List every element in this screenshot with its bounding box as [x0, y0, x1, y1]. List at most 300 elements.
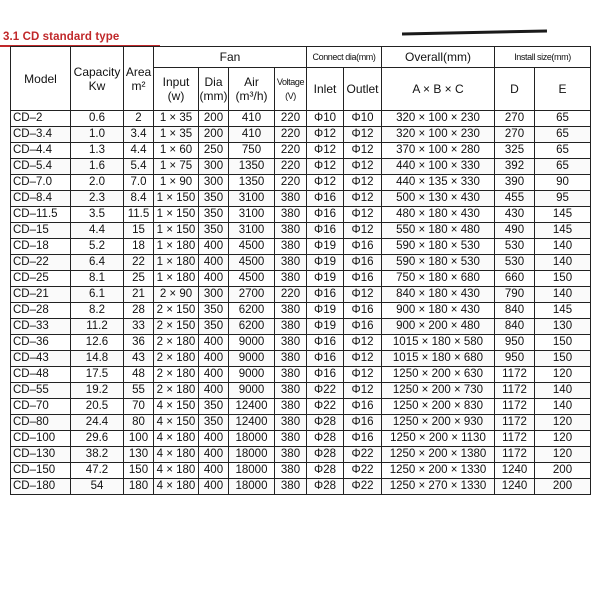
cell-outlet: Φ22: [344, 479, 382, 495]
header-install-size: Install size(mm): [495, 47, 591, 68]
cell-voltage: 220: [275, 287, 307, 303]
cell-overall: 440 × 135 × 330: [382, 175, 495, 191]
cell-outlet: Φ22: [344, 463, 382, 479]
cell-install-e: 65: [535, 143, 591, 159]
section-title: 3.1 CD standard type: [3, 31, 120, 43]
header-d: D: [495, 68, 535, 111]
cell-voltage: 380: [275, 447, 307, 463]
cell-input: 1 × 180: [154, 255, 199, 271]
cell-overall: 1250 × 200 × 1380: [382, 447, 495, 463]
cell-area: 36: [124, 335, 154, 351]
cell-dia: 400: [199, 255, 229, 271]
decorative-stroke: [402, 29, 547, 35]
cell-inlet: Φ28: [307, 447, 344, 463]
cell-install-e: 150: [535, 271, 591, 287]
cell-install-e: 130: [535, 319, 591, 335]
cell-overall: 500 × 130 × 430: [382, 191, 495, 207]
cell-capacity: 47.2: [71, 463, 124, 479]
cell-input: 4 × 150: [154, 415, 199, 431]
cell-install-e: 150: [535, 335, 591, 351]
cell-input: 1 × 180: [154, 271, 199, 287]
cell-inlet: Φ16: [307, 207, 344, 223]
cell-install-e: 120: [535, 431, 591, 447]
header-abc: A × B × C: [382, 68, 495, 111]
cell-install-e: 140: [535, 239, 591, 255]
cell-model: CD–3.4: [11, 127, 71, 143]
cell-capacity: 19.2: [71, 383, 124, 399]
cell-area: 4.4: [124, 143, 154, 159]
table-row: [11, 431, 591, 447]
cell-inlet: Φ12: [307, 143, 344, 159]
cell-install-e: 140: [535, 399, 591, 415]
cell-install-e: 120: [535, 415, 591, 431]
table-row: [11, 383, 591, 399]
cell-area: 100: [124, 431, 154, 447]
cell-voltage: 220: [275, 175, 307, 191]
cell-install-d: 950: [495, 335, 535, 351]
cell-inlet: Φ28: [307, 415, 344, 431]
cell-overall: 320 × 100 × 230: [382, 111, 495, 127]
cell-install-d: 950: [495, 351, 535, 367]
header-dia: Dia (mm): [199, 68, 229, 111]
cell-model: CD–43: [11, 351, 71, 367]
cell-air: 1350: [229, 175, 275, 191]
cell-area: 7.0: [124, 175, 154, 191]
cell-outlet: Φ12: [344, 383, 382, 399]
cell-outlet: Φ16: [344, 239, 382, 255]
cell-install-d: 1240: [495, 463, 535, 479]
cell-air: 3100: [229, 191, 275, 207]
table-row: [11, 447, 591, 463]
cell-overall: 1250 × 200 × 830: [382, 399, 495, 415]
cell-outlet: Φ16: [344, 255, 382, 271]
cell-voltage: 380: [275, 319, 307, 335]
cell-area: 11.5: [124, 207, 154, 223]
cell-install-e: 65: [535, 111, 591, 127]
cell-dia: 200: [199, 111, 229, 127]
cell-voltage: 380: [275, 351, 307, 367]
cell-voltage: 220: [275, 111, 307, 127]
cell-area: 8.4: [124, 191, 154, 207]
cell-input: 4 × 180: [154, 479, 199, 495]
cell-inlet: Φ12: [307, 127, 344, 143]
cell-input: 2 × 180: [154, 367, 199, 383]
cell-capacity: 17.5: [71, 367, 124, 383]
cell-inlet: Φ19: [307, 319, 344, 335]
cell-voltage: 380: [275, 479, 307, 495]
cell-capacity: 11.2: [71, 319, 124, 335]
cell-overall: 1250 × 200 × 730: [382, 383, 495, 399]
table-row: [11, 399, 591, 415]
table-row: [11, 319, 591, 335]
header-input: Input (w): [154, 68, 199, 111]
cell-model: CD–28: [11, 303, 71, 319]
cell-install-e: 145: [535, 303, 591, 319]
cell-install-d: 1172: [495, 367, 535, 383]
cell-input: 2 × 180: [154, 383, 199, 399]
cell-air: 4500: [229, 239, 275, 255]
cell-dia: 400: [199, 367, 229, 383]
header-model: Model: [11, 47, 71, 111]
cell-install-d: 1172: [495, 415, 535, 431]
cell-outlet: Φ12: [344, 127, 382, 143]
cell-capacity: 1.6: [71, 159, 124, 175]
cell-overall: 1250 × 270 × 1330: [382, 479, 495, 495]
cell-capacity: 12.6: [71, 335, 124, 351]
table-row: [11, 111, 591, 127]
cell-input: 1 × 35: [154, 111, 199, 127]
cell-install-d: 790: [495, 287, 535, 303]
cell-model: CD–33: [11, 319, 71, 335]
cell-install-d: 325: [495, 143, 535, 159]
table-row: [11, 191, 591, 207]
cell-input: 2 × 150: [154, 319, 199, 335]
cell-outlet: Φ16: [344, 399, 382, 415]
cell-overall: 440 × 100 × 330: [382, 159, 495, 175]
cell-overall: 900 × 180 × 430: [382, 303, 495, 319]
cell-capacity: 2.0: [71, 175, 124, 191]
cell-voltage: 380: [275, 207, 307, 223]
cell-install-d: 840: [495, 319, 535, 335]
cell-install-d: 390: [495, 175, 535, 191]
cell-air: 3100: [229, 207, 275, 223]
cell-dia: 350: [199, 415, 229, 431]
table-row: [11, 239, 591, 255]
cell-install-e: 65: [535, 159, 591, 175]
cell-voltage: 380: [275, 271, 307, 287]
cell-air: 6200: [229, 303, 275, 319]
cell-outlet: Φ12: [344, 159, 382, 175]
cell-overall: 1015 × 180 × 580: [382, 335, 495, 351]
cell-model: CD–4.4: [11, 143, 71, 159]
header-fan: Fan: [154, 47, 307, 68]
cell-air: 9000: [229, 367, 275, 383]
cell-inlet: Φ28: [307, 431, 344, 447]
cell-air: 410: [229, 127, 275, 143]
cell-overall: 1250 × 200 × 1130: [382, 431, 495, 447]
cell-inlet: Φ28: [307, 463, 344, 479]
cell-overall: 320 × 100 × 230: [382, 127, 495, 143]
cell-air: 9000: [229, 335, 275, 351]
cell-model: CD–130: [11, 447, 71, 463]
cell-model: CD–48: [11, 367, 71, 383]
cell-inlet: Φ19: [307, 303, 344, 319]
cell-input: 1 × 35: [154, 127, 199, 143]
cell-capacity: 2.3: [71, 191, 124, 207]
cell-install-e: 140: [535, 255, 591, 271]
table-row: [11, 127, 591, 143]
cell-voltage: 380: [275, 463, 307, 479]
cell-model: CD–55: [11, 383, 71, 399]
cell-inlet: Φ19: [307, 239, 344, 255]
cell-inlet: Φ19: [307, 271, 344, 287]
cell-input: 4 × 180: [154, 447, 199, 463]
cell-overall: 1015 × 180 × 680: [382, 351, 495, 367]
cell-area: 180: [124, 479, 154, 495]
cell-inlet: Φ16: [307, 367, 344, 383]
table-row: [11, 287, 591, 303]
cell-dia: 300: [199, 175, 229, 191]
cell-overall: 590 × 180 × 530: [382, 255, 495, 271]
cell-dia: 400: [199, 447, 229, 463]
cell-air: 12400: [229, 399, 275, 415]
cell-voltage: 380: [275, 415, 307, 431]
cell-air: 750: [229, 143, 275, 159]
cell-dia: 350: [199, 303, 229, 319]
header-air: Air (m³/h): [229, 68, 275, 111]
cell-install-d: 270: [495, 127, 535, 143]
cell-model: CD–150: [11, 463, 71, 479]
cell-install-d: 530: [495, 255, 535, 271]
cell-input: 2 × 180: [154, 351, 199, 367]
header-capacity: Capacity Kw: [71, 47, 124, 111]
cell-outlet: Φ16: [344, 319, 382, 335]
cell-install-d: 1240: [495, 479, 535, 495]
cell-dia: 400: [199, 463, 229, 479]
cell-input: 2 × 90: [154, 287, 199, 303]
cell-voltage: 380: [275, 383, 307, 399]
cell-install-d: 1172: [495, 399, 535, 415]
cell-model: CD–180: [11, 479, 71, 495]
cell-install-d: 840: [495, 303, 535, 319]
table-row: [11, 207, 591, 223]
cell-model: CD–18: [11, 239, 71, 255]
cell-dia: 400: [199, 431, 229, 447]
cell-outlet: Φ16: [344, 431, 382, 447]
cell-air: 6200: [229, 319, 275, 335]
table-row: [11, 159, 591, 175]
cell-capacity: 20.5: [71, 399, 124, 415]
cell-model: CD–2: [11, 111, 71, 127]
cell-install-e: 65: [535, 127, 591, 143]
cell-dia: 350: [199, 319, 229, 335]
cell-outlet: Φ12: [344, 175, 382, 191]
cell-capacity: 6.4: [71, 255, 124, 271]
cell-air: 18000: [229, 431, 275, 447]
cell-outlet: Φ12: [344, 335, 382, 351]
cell-dia: 400: [199, 271, 229, 287]
cell-capacity: 8.1: [71, 271, 124, 287]
cell-install-e: 140: [535, 383, 591, 399]
cell-inlet: Φ16: [307, 191, 344, 207]
cell-inlet: Φ28: [307, 479, 344, 495]
header-overall: Overall(mm): [382, 47, 495, 68]
cell-install-d: 270: [495, 111, 535, 127]
cell-dia: 200: [199, 127, 229, 143]
cell-voltage: 380: [275, 399, 307, 415]
cell-overall: 1250 × 200 × 930: [382, 415, 495, 431]
cell-voltage: 380: [275, 335, 307, 351]
cell-input: 2 × 150: [154, 303, 199, 319]
cell-area: 5.4: [124, 159, 154, 175]
table-row: [11, 271, 591, 287]
cell-air: 18000: [229, 463, 275, 479]
cell-install-e: 90: [535, 175, 591, 191]
table-row: [11, 463, 591, 479]
cell-air: 2700: [229, 287, 275, 303]
cell-voltage: 380: [275, 191, 307, 207]
cell-area: 22: [124, 255, 154, 271]
cell-voltage: 380: [275, 239, 307, 255]
cell-model: CD–36: [11, 335, 71, 351]
cell-capacity: 1.0: [71, 127, 124, 143]
cell-outlet: Φ12: [344, 191, 382, 207]
cell-model: CD–8.4: [11, 191, 71, 207]
cell-inlet: Φ16: [307, 223, 344, 239]
cell-inlet: Φ22: [307, 383, 344, 399]
cell-area: 25: [124, 271, 154, 287]
cell-air: 3100: [229, 223, 275, 239]
header-inlet: Inlet: [307, 68, 344, 111]
cell-outlet: Φ16: [344, 271, 382, 287]
cell-input: 2 × 180: [154, 335, 199, 351]
cell-dia: 400: [199, 351, 229, 367]
table-row: [11, 415, 591, 431]
cell-dia: 400: [199, 479, 229, 495]
cell-air: 4500: [229, 271, 275, 287]
table-row: [11, 367, 591, 383]
cell-input: 1 × 150: [154, 223, 199, 239]
cell-air: 9000: [229, 351, 275, 367]
cell-dia: 400: [199, 383, 229, 399]
cell-dia: 250: [199, 143, 229, 159]
cell-outlet: Φ12: [344, 143, 382, 159]
table-row: [11, 303, 591, 319]
cell-area: 21: [124, 287, 154, 303]
cell-dia: 300: [199, 159, 229, 175]
cell-capacity: 5.2: [71, 239, 124, 255]
cell-capacity: 6.1: [71, 287, 124, 303]
cell-input: 1 × 75: [154, 159, 199, 175]
cell-area: 2: [124, 111, 154, 127]
cell-area: 130: [124, 447, 154, 463]
cell-dia: 350: [199, 223, 229, 239]
cell-install-e: 120: [535, 447, 591, 463]
cell-overall: 550 × 180 × 480: [382, 223, 495, 239]
table-row: [11, 143, 591, 159]
cell-inlet: Φ12: [307, 175, 344, 191]
cell-outlet: Φ16: [344, 415, 382, 431]
cell-install-d: 1172: [495, 431, 535, 447]
cell-model: CD–5.4: [11, 159, 71, 175]
cell-voltage: 380: [275, 303, 307, 319]
cell-overall: 1250 × 200 × 1330: [382, 463, 495, 479]
cell-input: 4 × 150: [154, 399, 199, 415]
cell-dia: 400: [199, 239, 229, 255]
cell-area: 48: [124, 367, 154, 383]
cell-model: CD–21: [11, 287, 71, 303]
cell-overall: 480 × 180 × 430: [382, 207, 495, 223]
table-row: [11, 175, 591, 191]
cell-outlet: Φ16: [344, 303, 382, 319]
cell-outlet: Φ12: [344, 367, 382, 383]
cell-area: 70: [124, 399, 154, 415]
header-connect-dia: Connect dia(mm): [307, 47, 382, 68]
cell-install-d: 1172: [495, 447, 535, 463]
cell-install-d: 490: [495, 223, 535, 239]
cell-install-e: 200: [535, 463, 591, 479]
cell-capacity: 4.4: [71, 223, 124, 239]
cell-inlet: Φ19: [307, 255, 344, 271]
table-row: [11, 335, 591, 351]
table-body: [11, 111, 591, 495]
cell-area: 55: [124, 383, 154, 399]
cell-input: 4 × 180: [154, 463, 199, 479]
cell-outlet: Φ10: [344, 111, 382, 127]
cell-outlet: Φ12: [344, 223, 382, 239]
cell-capacity: 24.4: [71, 415, 124, 431]
cell-air: 1350: [229, 159, 275, 175]
cell-outlet: Φ12: [344, 351, 382, 367]
cell-model: CD–80: [11, 415, 71, 431]
cell-dia: 350: [199, 191, 229, 207]
cell-area: 28: [124, 303, 154, 319]
cell-model: CD–15: [11, 223, 71, 239]
table-row: [11, 351, 591, 367]
cell-model: CD–70: [11, 399, 71, 415]
cell-capacity: 8.2: [71, 303, 124, 319]
cell-outlet: Φ12: [344, 287, 382, 303]
cell-area: 18: [124, 239, 154, 255]
cell-capacity: 0.6: [71, 111, 124, 127]
cell-capacity: 14.8: [71, 351, 124, 367]
cell-air: 18000: [229, 479, 275, 495]
cell-air: 12400: [229, 415, 275, 431]
cell-inlet: Φ22: [307, 399, 344, 415]
cell-input: 1 × 180: [154, 239, 199, 255]
cell-inlet: Φ16: [307, 287, 344, 303]
cell-model: CD–11.5: [11, 207, 71, 223]
cell-inlet: Φ12: [307, 159, 344, 175]
cell-outlet: Φ12: [344, 207, 382, 223]
cell-air: 410: [229, 111, 275, 127]
cell-input: 1 × 60: [154, 143, 199, 159]
cell-voltage: 380: [275, 223, 307, 239]
cell-voltage: 380: [275, 431, 307, 447]
cell-input: 1 × 150: [154, 207, 199, 223]
cell-area: 80: [124, 415, 154, 431]
cell-capacity: 54: [71, 479, 124, 495]
cell-model: CD–7.0: [11, 175, 71, 191]
cell-inlet: Φ10: [307, 111, 344, 127]
cell-install-e: 140: [535, 287, 591, 303]
header-voltage: Voltage (V): [275, 68, 307, 111]
cell-air: 9000: [229, 383, 275, 399]
cell-inlet: Φ16: [307, 351, 344, 367]
cell-dia: 300: [199, 287, 229, 303]
cell-install-d: 392: [495, 159, 535, 175]
cell-area: 150: [124, 463, 154, 479]
spec-table: [10, 46, 591, 495]
cell-install-d: 1172: [495, 383, 535, 399]
header-area: Area m²: [124, 47, 154, 111]
table-row: [11, 479, 591, 495]
cell-install-e: 120: [535, 367, 591, 383]
cell-install-d: 430: [495, 207, 535, 223]
cell-dia: 350: [199, 207, 229, 223]
cell-overall: 370 × 100 × 280: [382, 143, 495, 159]
table-row: [11, 255, 591, 271]
cell-capacity: 1.3: [71, 143, 124, 159]
cell-input: 1 × 150: [154, 191, 199, 207]
cell-install-e: 95: [535, 191, 591, 207]
cell-voltage: 220: [275, 143, 307, 159]
cell-model: CD–100: [11, 431, 71, 447]
cell-overall: 840 × 180 × 430: [382, 287, 495, 303]
cell-voltage: 220: [275, 159, 307, 175]
cell-air: 18000: [229, 447, 275, 463]
cell-capacity: 3.5: [71, 207, 124, 223]
